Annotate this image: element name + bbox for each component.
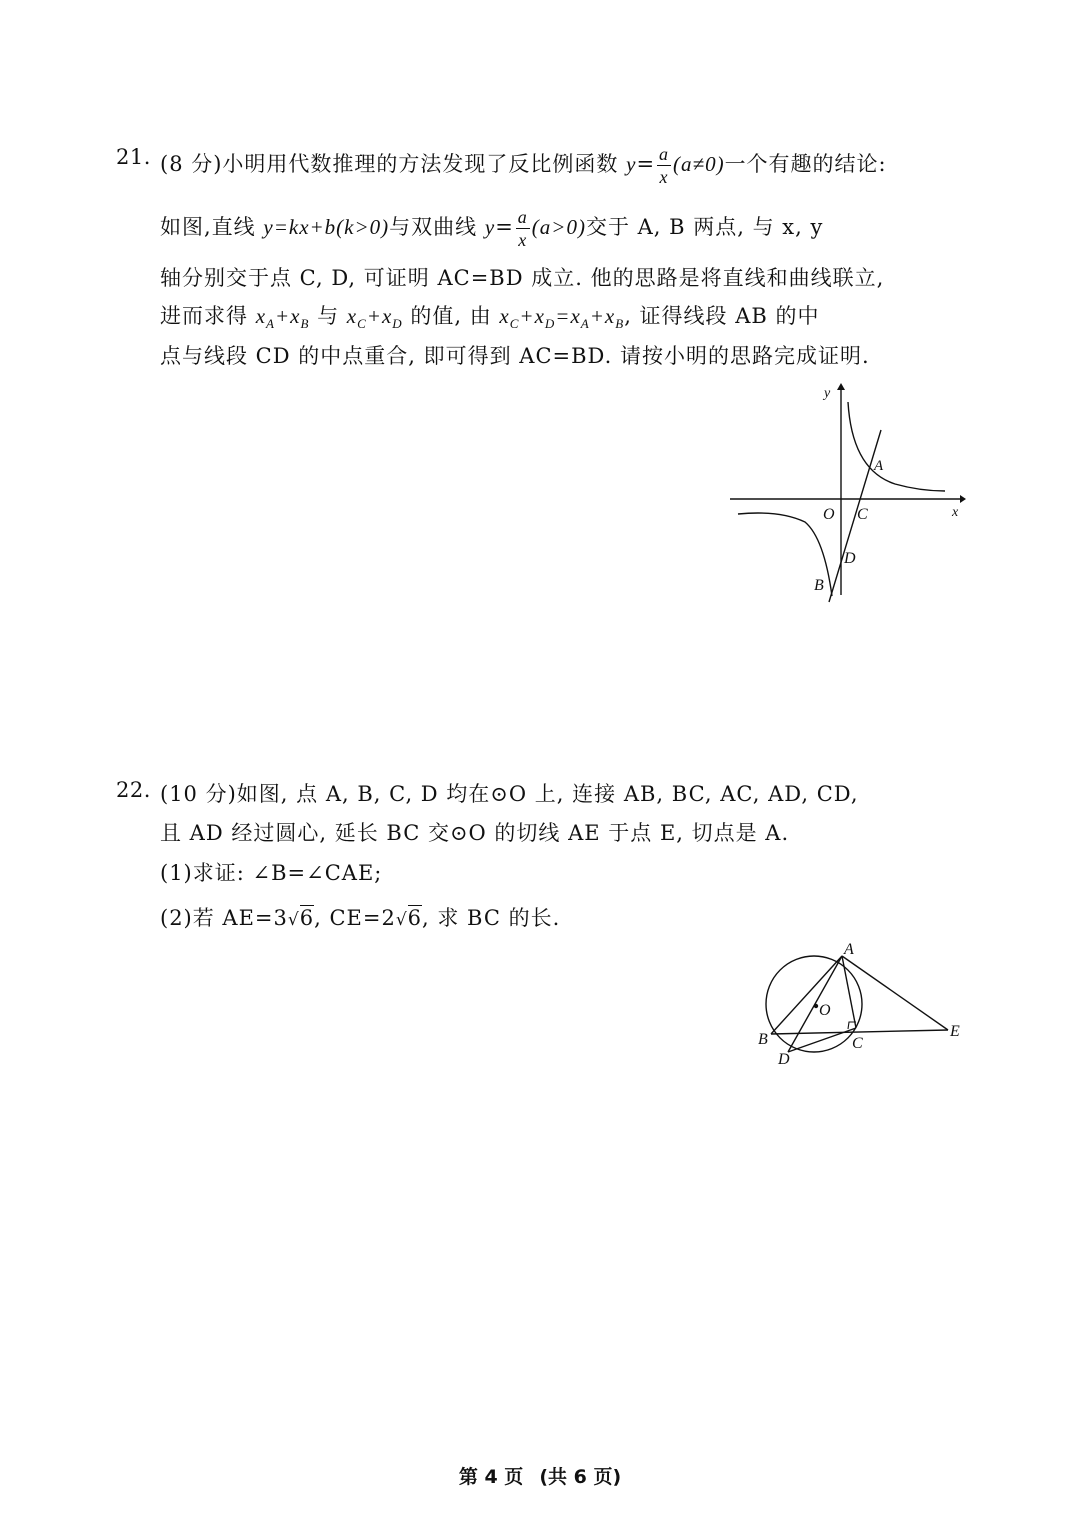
q22-seg-AD — [788, 956, 842, 1052]
q21-line-kx-b — [829, 430, 881, 602]
q21-line2-c: 与双曲线 — [389, 215, 478, 239]
q21-line4-b: 的值, 由 — [410, 304, 492, 328]
q21-label-C: C — [857, 506, 868, 523]
q22-sqrt-2: √ — [395, 910, 408, 930]
q21-y-arrow — [837, 383, 845, 390]
q22-figure — [748, 942, 973, 1072]
q22-line2: 且 AD 经过圆心, 延长 BC 交⊙O 的切线 AE 于点 E, 切点是 A. — [160, 821, 790, 845]
q21-line3: 轴分别交于点 C, D, 可证明 AC=BD 成立. 他的思路是将直线和曲线联立, — [160, 266, 885, 290]
q22-points: (10 分) — [160, 782, 237, 806]
q21-xc-plus-xd: $x_C+x_D$ — [346, 304, 403, 332]
q21-line4: 进而求得 $x_A+x_B$ 与 $x_C+x_D$ 的值, 由 $x_C+x_D=x_A+x_B$, 证得线段 AB 的中 — [160, 304, 820, 332]
q21-condition: (a≠0) — [673, 152, 725, 176]
q21-label-A: A — [874, 458, 884, 474]
q22-circle-O — [766, 956, 862, 1052]
q22-part2-c: , CE=2 — [314, 906, 396, 930]
q22-line1-text: 如图, 点 A, B, C, D 均在⊙O 上, 连接 AB, BC, AC, AD, CD, — [236, 782, 859, 806]
q21-formula-eq: = — [636, 152, 656, 176]
q21-hyperbola-q1 — [848, 402, 945, 491]
footer-total-pages: (共 6 页) — [539, 1466, 622, 1488]
q21-intro: 小明用代数推理的方法发现了反比例函数 — [222, 152, 619, 176]
q22-seg-BE — [771, 1030, 948, 1034]
q21-intro-end: 一个有趣的结论: — [724, 152, 887, 176]
q21-figure — [720, 380, 970, 610]
q21-line2-a: 如图,直线 — [160, 215, 256, 239]
q21-line2-b: y=kx+b(k>0) — [263, 215, 390, 239]
q22-label-C: C — [852, 1035, 863, 1052]
q22-part2 — [160, 902, 560, 932]
q21-x-arrow — [960, 495, 966, 503]
q21-label-D: D — [844, 550, 856, 567]
q21-line4-c: , 证得线段 AB 的中 — [624, 304, 820, 328]
q21-formula-y-2: y — [484, 215, 496, 239]
q21-frac-num: a — [659, 144, 670, 164]
q21-equation: $x_C+x_D=x_A+x_B$ — [499, 304, 625, 332]
q22-label-B: B — [758, 1031, 768, 1048]
q22-number: 22. — [116, 778, 151, 802]
q21-line2-d: (a>0) — [531, 215, 586, 239]
q21-label-O: O — [823, 506, 835, 523]
q22-center-dot — [814, 1004, 818, 1008]
q21-fraction — [657, 145, 671, 186]
q22-part1: (1)求证: ∠B=∠CAE; — [160, 861, 383, 885]
page-footer — [0, 1462, 1080, 1489]
q22-part2-a: (2)若 AE=3 — [160, 906, 288, 930]
q22-part2-d: 6 — [407, 906, 423, 930]
q21-frac-den: x — [659, 167, 669, 187]
q21-formula-y: y — [626, 152, 637, 176]
q21-label-B: B — [814, 577, 824, 594]
q21-number: 21. — [116, 145, 151, 169]
q21-line4-a: 进而求得 — [160, 304, 248, 328]
q21-label-y: y — [824, 386, 831, 401]
q21-points: (8 分) — [160, 152, 223, 176]
q22-label-E: E — [950, 1023, 960, 1040]
q21-line5: 点与线段 CD 的中点重合, 即可得到 AC=BD. 请按小明的思路完成证明. — [160, 344, 870, 368]
q22-seg-AE — [842, 956, 948, 1030]
q21-line2 — [160, 208, 823, 249]
q21-frac-den-2: x — [518, 230, 528, 250]
q22-seg-AC — [842, 956, 856, 1028]
q21-formula-eq-2: = — [495, 215, 514, 239]
q21-line1 — [160, 145, 887, 186]
q22-label-O: O — [819, 1002, 831, 1019]
q21-line2-e: 交于 A, B 两点, 与 x, y — [585, 215, 824, 239]
q21-frac-num-2: a — [517, 207, 528, 227]
q21-fraction-2 — [516, 208, 530, 249]
footer-page-number: 第 4 页 — [458, 1466, 524, 1488]
q22-sqrt-1: √ — [287, 910, 300, 930]
q21-xa-plus-xb: $x_A+x_B$ — [255, 304, 310, 332]
q22-label-D: D — [778, 1051, 790, 1068]
q22-line1 — [160, 778, 859, 808]
q22-part2-b: 6 — [299, 906, 315, 930]
q21-label-x: x — [952, 505, 959, 520]
q22-label-A: A — [844, 942, 854, 958]
q22-part2-e: , 求 BC 的长. — [422, 906, 561, 930]
